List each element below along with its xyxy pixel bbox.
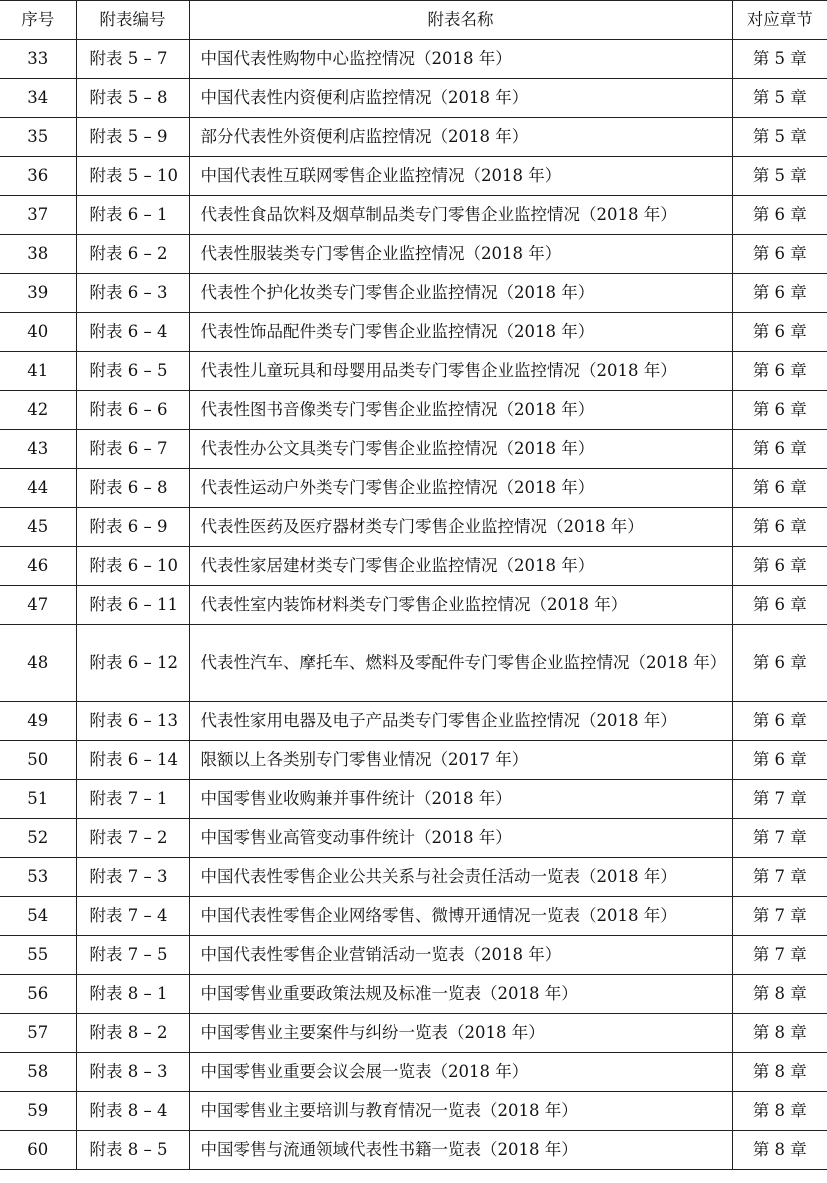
serial-number: 50 [0,741,76,780]
table-row [0,430,827,469]
appendix-code: 附表 6 – 10 [76,547,189,586]
appendix-name: 代表性汽车、摩托车、燃料及零配件专门零售企业监控情况（2018 年） [189,625,732,702]
appendix-code: 附表 5 – 8 [76,79,189,118]
appendix-code: 附表 8 – 2 [76,1014,189,1053]
appendix-code: 附表 6 – 9 [76,508,189,547]
header-chapter: 对应章节 [732,1,827,40]
table-row [0,1053,827,1092]
appendix-code: 附表 8 – 3 [76,1053,189,1092]
table-row [0,352,827,391]
table-row [0,1092,827,1131]
table-row [0,118,827,157]
table-row [0,975,827,1014]
chapter: 第 6 章 [732,469,827,508]
appendix-name: 代表性个护化妆类专门零售企业监控情况（2018 年） [189,274,732,313]
serial-number: 47 [0,586,76,625]
appendix-name: 中国零售业高管变动事件统计（2018 年） [189,819,732,858]
appendix-name: 限额以上各类别专门零售业情况（2017 年） [189,741,732,780]
chapter: 第 6 章 [732,430,827,469]
table-row [0,391,827,430]
serial-number: 40 [0,313,76,352]
table-row [0,313,827,352]
chapter: 第 7 章 [732,936,827,975]
appendix-name: 中国代表性互联网零售企业监控情况（2018 年） [189,157,732,196]
chapter: 第 6 章 [732,625,827,702]
appendix-code: 附表 6 – 5 [76,352,189,391]
table-row [0,235,827,274]
appendix-name: 代表性室内装饰材料类专门零售企业监控情况（2018 年） [189,586,732,625]
serial-number: 49 [0,702,76,741]
header-serial-number: 序号 [0,1,76,40]
serial-number: 53 [0,858,76,897]
table-row [0,157,827,196]
appendix-code: 附表 6 – 7 [76,430,189,469]
header-row [0,1,827,40]
appendix-name: 中国零售业主要案件与纠纷一览表（2018 年） [189,1014,732,1053]
chapter: 第 6 章 [732,196,827,235]
table-row [0,586,827,625]
serial-number: 45 [0,508,76,547]
appendix-name: 代表性家居建材类专门零售企业监控情况（2018 年） [189,547,732,586]
serial-number: 34 [0,79,76,118]
chapter: 第 6 章 [732,547,827,586]
appendix-name: 代表性运动户外类专门零售企业监控情况（2018 年） [189,469,732,508]
table-row [0,469,827,508]
table-row [0,508,827,547]
appendix-code: 附表 7 – 3 [76,858,189,897]
table-row [0,936,827,975]
appendix-name: 代表性儿童玩具和母婴用品类专门零售企业监控情况（2018 年） [189,352,732,391]
serial-number: 42 [0,391,76,430]
chapter: 第 5 章 [732,40,827,79]
serial-number: 52 [0,819,76,858]
serial-number: 38 [0,235,76,274]
appendix-name: 代表性医药及医疗器材类专门零售企业监控情况（2018 年） [189,508,732,547]
table-row [0,741,827,780]
appendix-name: 代表性图书音像类专门零售企业监控情况（2018 年） [189,391,732,430]
chapter: 第 6 章 [732,274,827,313]
appendix-name: 中国零售与流通领域代表性书籍一览表（2018 年） [189,1131,732,1170]
chapter: 第 8 章 [732,975,827,1014]
appendix-code: 附表 6 – 8 [76,469,189,508]
appendix-code: 附表 8 – 4 [76,1092,189,1131]
serial-number: 35 [0,118,76,157]
appendix-code: 附表 5 – 9 [76,118,189,157]
header-appendix-name: 附表名称 [189,1,732,40]
appendix-name: 中国代表性内资便利店监控情况（2018 年） [189,79,732,118]
serial-number: 41 [0,352,76,391]
chapter: 第 7 章 [732,897,827,936]
table-row [0,274,827,313]
chapter: 第 6 章 [732,586,827,625]
appendix-code: 附表 6 – 3 [76,274,189,313]
appendix-name: 代表性服装类专门零售企业监控情况（2018 年） [189,235,732,274]
serial-number: 39 [0,274,76,313]
appendix-name: 中国零售业重要会议会展一览表（2018 年） [189,1053,732,1092]
serial-number: 48 [0,625,76,702]
chapter: 第 8 章 [732,1092,827,1131]
chapter: 第 5 章 [732,157,827,196]
appendix-code: 附表 7 – 2 [76,819,189,858]
chapter: 第 6 章 [732,235,827,274]
chapter: 第 6 章 [732,391,827,430]
chapter: 第 6 章 [732,702,827,741]
chapter: 第 5 章 [732,118,827,157]
appendix-code: 附表 7 – 1 [76,780,189,819]
appendix-name: 中国代表性零售企业网络零售、微博开通情况一览表（2018 年） [189,897,732,936]
appendix-name: 中国代表性零售企业公共关系与社会责任活动一览表（2018 年） [189,858,732,897]
serial-number: 55 [0,936,76,975]
appendix-name: 代表性办公文具类专门零售企业监控情况（2018 年） [189,430,732,469]
appendix-name: 代表性饰品配件类专门零售企业监控情况（2018 年） [189,313,732,352]
appendix-name: 中国零售业主要培训与教育情况一览表（2018 年） [189,1092,732,1131]
serial-number: 59 [0,1092,76,1131]
chapter: 第 5 章 [732,79,827,118]
appendix-code: 附表 6 – 11 [76,586,189,625]
appendix-code: 附表 8 – 5 [76,1131,189,1170]
appendix-code: 附表 7 – 5 [76,936,189,975]
appendix-code: 附表 6 – 1 [76,196,189,235]
serial-number: 43 [0,430,76,469]
appendix-name: 中国代表性购物中心监控情况（2018 年） [189,40,732,79]
appendix-code: 附表 5 – 7 [76,40,189,79]
serial-number: 58 [0,1053,76,1092]
chapter: 第 6 章 [732,741,827,780]
table-row [0,547,827,586]
header-appendix-code: 附表编号 [76,1,189,40]
appendix-name: 代表性食品饮料及烟草制品类专门零售企业监控情况（2018 年） [189,196,732,235]
appendix-code: 附表 8 – 1 [76,975,189,1014]
appendix-code: 附表 6 – 4 [76,313,189,352]
serial-number: 51 [0,780,76,819]
chapter: 第 7 章 [732,858,827,897]
table-row [0,780,827,819]
serial-number: 57 [0,1014,76,1053]
table-row [0,858,827,897]
serial-number: 36 [0,157,76,196]
table-row [0,625,827,702]
table-row [0,897,827,936]
serial-number: 46 [0,547,76,586]
serial-number: 54 [0,897,76,936]
appendix-code: 附表 6 – 14 [76,741,189,780]
chapter: 第 6 章 [732,352,827,391]
serial-number: 37 [0,196,76,235]
table-row [0,1014,827,1053]
table-row [0,819,827,858]
appendix-code: 附表 5 – 10 [76,157,189,196]
table-row [0,79,827,118]
chapter: 第 8 章 [732,1053,827,1092]
appendix-name: 代表性家用电器及电子产品类专门零售企业监控情况（2018 年） [189,702,732,741]
table-row [0,702,827,741]
serial-number: 33 [0,40,76,79]
serial-number: 44 [0,469,76,508]
appendix-name: 部分代表性外资便利店监控情况（2018 年） [189,118,732,157]
appendix-code: 附表 6 – 12 [76,625,189,702]
chapter: 第 6 章 [732,508,827,547]
serial-number: 60 [0,1131,76,1170]
chapter: 第 8 章 [732,1014,827,1053]
appendix-code: 附表 6 – 13 [76,702,189,741]
appendix-name: 中国代表性零售企业营销活动一览表（2018 年） [189,936,732,975]
serial-number: 56 [0,975,76,1014]
table-row [0,40,827,79]
chapter: 第 7 章 [732,819,827,858]
appendix-name: 中国零售业重要政策法规及标准一览表（2018 年） [189,975,732,1014]
chapter: 第 8 章 [732,1131,827,1170]
table-row [0,1131,827,1170]
appendix-name: 中国零售业收购兼并事件统计（2018 年） [189,780,732,819]
table-row [0,196,827,235]
appendix-code: 附表 6 – 2 [76,235,189,274]
chapter: 第 7 章 [732,780,827,819]
chapter: 第 6 章 [732,313,827,352]
appendix-code: 附表 6 – 6 [76,391,189,430]
appendix-code: 附表 7 – 4 [76,897,189,936]
